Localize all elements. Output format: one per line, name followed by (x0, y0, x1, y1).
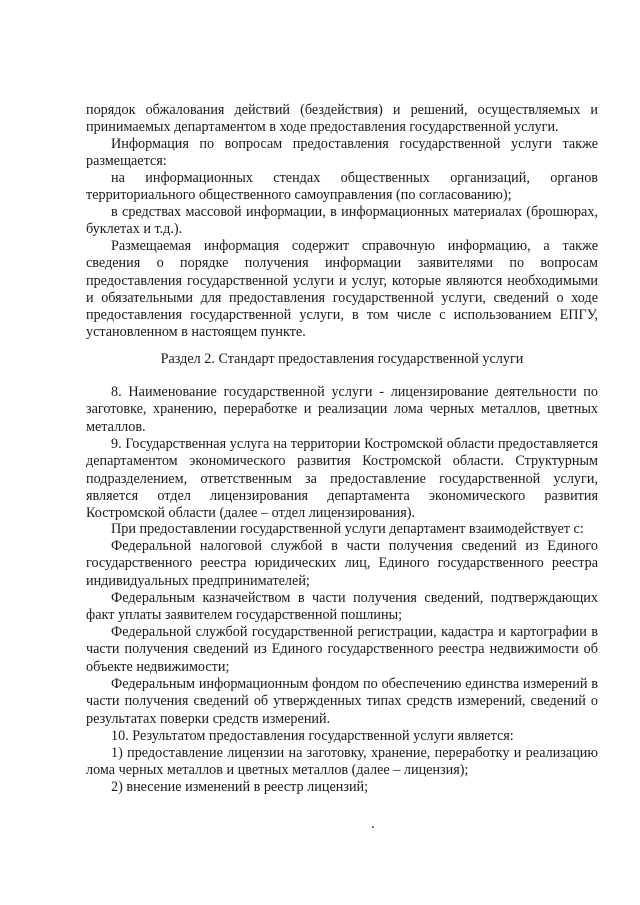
paragraph-measurement-fund: Федеральным информационным фондом по обеспечению единства измерений в части получения сведений об утвержденных типах средств измерений, сведений о результатах поверки средств измерений. (86, 676, 598, 727)
item-10-result: 10. Результатом предоставления государственной услуги является: (111, 728, 514, 744)
paragraph-info-content: Размещаемая информация содержит справочную информацию, а также сведения о порядке получения информации заявителями по вопросам предоставления государственной услуги и услуг, которые являются необходимыми и обязательными для предоставления государственной услуги, сведений о ходе предоставления государственной услуги, в том числе с использованием ЕПГУ, установленном в настоящем пункте. (86, 238, 598, 341)
item-9-provider: 9. Государственная услуга на территории Костромской области предоставляется департаментом экономического развития Костромской области. Структурным подразделением, ответственным за предоставление государственной услуги, является отдел лицензирования департамента экономического развития Костромской области (далее – отдел лицензирования). (86, 436, 598, 522)
item-8-service-name: 8. Наименование государственной услуги - лицензирование деятельности по заготовке, хранению, переработке и реализации лома черных металлов, цветных металлов. (86, 384, 598, 435)
result-item-license: 1) предоставление лицензии на заготовку, хранение, переработку и реализацию лома черных металлов и цветных металлов (далее – лицензия); (86, 745, 598, 779)
paragraph-info-placement: Информация по вопросам предоставления государственной услуги также размещается: (86, 136, 598, 170)
paragraph-rosreestr: Федеральной службой государственной регистрации, кадастра и картографии в части получения сведений из Единого государственного реестра недвижимости об объекте недвижимости; (86, 624, 598, 675)
result-item-registry-changes: 2) внесение изменений в реестр лицензий; (111, 779, 369, 795)
paragraph-tax-service: Федеральной налоговой службой в части получения сведений из Единого государственного реестра юридических лиц, Единого государственного реестра индивидуальных предпринимателей; (86, 538, 598, 589)
paragraph-info-stands: на информационных стендах общественных организаций, органов территориального общественного самоуправления (по согласованию); (86, 170, 598, 204)
paragraph-mass-media: в средствах массовой информации, в информационных материалах (брошюрах, буклетах и т.д.). (86, 204, 598, 238)
paragraph-interaction: При предоставлении государственной услуги департамент взаимодействует с: (111, 521, 584, 537)
scan-speck (372, 826, 374, 828)
paragraph-treasury: Федеральным казначейством в части получения сведений, подтверждающих факт уплаты заявителем государственной пошлины; (86, 590, 598, 624)
section-heading: Раздел 2. Стандарт предоставления государственной услуги (160, 351, 524, 367)
paragraph-appeal-procedure: порядок обжалования действий (бездействия) и решений, осуществляемых и принимаемых департаментом в ходе предоставления государственной услуги. (86, 102, 598, 136)
